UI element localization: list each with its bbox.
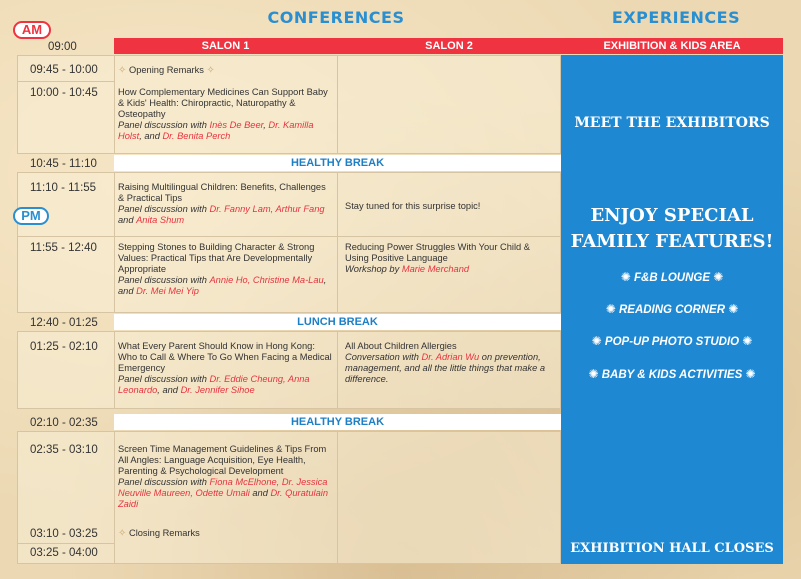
session-stepping-stones: Stepping Stones to Building Character & Strong Values: Practical Tips that Are Developmentally Appropriate Panel discussion with Annie Ho, Christine Ma-Lau, and Dr. Mei Mei Yip: [118, 242, 327, 296]
session-power-struggles: Reducing Power Struggles With Your Child & Using Positive Language Workshop by Marie Merchand: [345, 242, 531, 274]
lunch-break: LUNCH BREAK: [114, 314, 561, 330]
salon2-header: SALON 2: [337, 38, 561, 54]
time-1155: 11:55 - 12:40: [30, 242, 97, 254]
sparkle-icon: ✺: [605, 302, 616, 316]
enjoy-line1: ENJOY SPECIAL: [590, 205, 754, 226]
time-1240: 12:40 - 01:25: [30, 317, 98, 329]
sparkle-icon: ✺: [588, 367, 599, 381]
exhibition-closes: EXHIBITION HALL CLOSES: [570, 541, 774, 556]
exhibition-header: EXHIBITION & KIDS AREA: [561, 38, 783, 54]
feature-reading-corner: ✺ READING CORNER ✺: [605, 302, 739, 316]
session-complementary-medicines: How Complementary Medicines Can Support Baby & Kids' Health: Chiropractic, Naturopathy & Osteopathy Panel discussion with Inès De Beer, Dr. Kamilla Holst, and Dr. Benita Perch: [118, 87, 328, 141]
closing-remarks: ✧ Closing Remarks: [118, 528, 200, 539]
experiences-panel: [561, 55, 783, 564]
experiences-title: EXPERIENCES: [611, 8, 741, 27]
feature-photo-studio: ✺ POP-UP PHOTO STUDIO ✺: [591, 334, 753, 348]
sparkle-icon: ✧: [118, 528, 127, 539]
healthy-break-2: HEALTHY BREAK: [114, 414, 561, 430]
time-0125: 01:25 - 02:10: [30, 341, 98, 353]
sparkle-icon: ✺: [713, 270, 724, 284]
enjoy-line2: FAMILY FEATURES!: [570, 231, 774, 252]
salon1-header: SALON 1: [114, 38, 337, 54]
meet-exhibitors: MEET THE EXHIBITORS: [574, 115, 770, 131]
feature-fb-lounge: ✺ F&B LOUNGE ✺: [620, 270, 724, 284]
session-medical-emergency: What Every Parent Should Know in Hong Kong: Who to Call & Where To Go When Facing a Medical Emergency Panel discussion with Dr. Eddie Cheung, Anna Leonardo, and Dr. Jennifer Sihoe: [118, 341, 332, 395]
am-badge: AM: [13, 21, 51, 39]
time-0900: 09:00: [48, 41, 77, 53]
opening-remarks: ✧ Opening Remarks ✧: [118, 65, 215, 76]
healthy-break-1: HEALTHY BREAK: [114, 155, 561, 171]
time-0310: 03:10 - 03:25: [30, 528, 98, 540]
time-0235: 02:35 - 03:10: [30, 444, 98, 456]
time-0325: 03:25 - 04:00: [30, 547, 98, 559]
sparkle-icon: ✺: [591, 334, 602, 348]
sparkle-icon: ✺: [742, 334, 753, 348]
session-surprise: Stay tuned for this surprise topic!: [345, 201, 481, 211]
sparkle-icon: ✺: [745, 367, 756, 381]
session-multilingual: Raising Multilingual Children: Benefits, Challenges & Practical Tips Panel discussion with Dr. Fanny Lam, Arthur Fang and Anita Shum: [118, 182, 326, 225]
pm-badge: PM: [13, 207, 49, 225]
sparkle-icon: ✧: [118, 65, 127, 76]
sparkle-icon: ✺: [728, 302, 739, 316]
time-0945: 09:45 - 10:00: [30, 64, 98, 76]
time-1000: 10:00 - 10:45: [30, 87, 98, 99]
feature-kids-activities: ✺ BABY & KIDS ACTIVITIES ✺: [588, 367, 756, 381]
session-screen-time: Screen Time Management Guidelines & Tips From All Angles: Language Acquisition, Eye Health, Parenting & Psychological Development Panel discussion with Fiona McElhone, Dr. Jessica Neuville Maureen, Odette Umali and Dr. Quratulain Zaidi: [118, 444, 328, 509]
conferences-title: CONFERENCES: [267, 8, 405, 27]
time-1110: 11:10 - 11:55: [30, 182, 97, 194]
time-1045: 10:45 - 11:10: [30, 158, 97, 170]
time-0210: 02:10 - 02:35: [30, 417, 98, 429]
sparkle-icon: ✺: [620, 270, 631, 284]
session-allergies: All About Children Allergies Conversation with Dr. Adrian Wu on prevention, management, and all the little things that make a difference.: [345, 341, 546, 384]
sparkle-icon: ✧: [206, 65, 215, 76]
